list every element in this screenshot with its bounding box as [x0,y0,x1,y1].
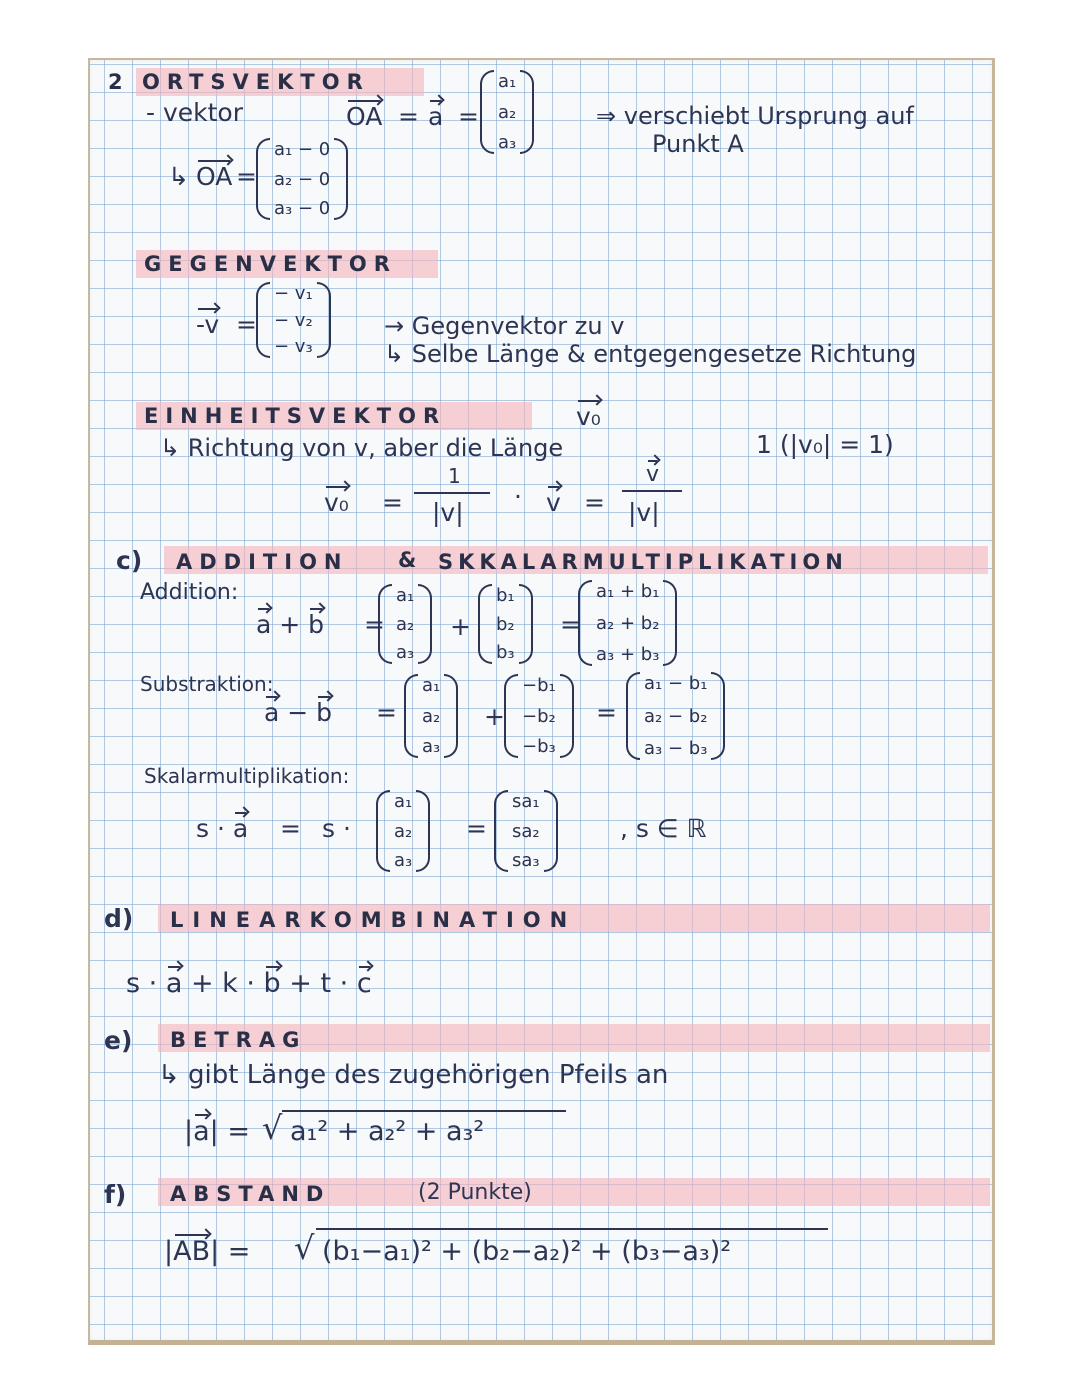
fraction-num-1: 1 [448,464,461,488]
equals-sign: = [466,814,487,843]
betrag-rhs: a₁² + a₂² + a₃² [290,1116,485,1147]
column-vector-sum: a₁ + b₁ a₂ + b₂ a₃ + b₃ [578,580,677,666]
label-skalarmultiplikation: Skalarmultiplikation: [144,764,350,788]
ampersand: & [398,548,417,572]
equals-sign: = [560,610,581,639]
heading-einheitsvektor: EINHEITSVEKTOR [144,404,447,428]
fraction-den-2: |v| [628,498,660,527]
equals-sign: = [596,698,617,727]
heading-betrag: BETRAG [170,1028,307,1052]
column-vector-minus-b: −b₁ −b₂ −b₃ [504,674,574,758]
marker-d: d) [104,904,134,933]
label-addition: Addition: [140,580,239,605]
note-gegenvektor: → Gegenvektor zu v [384,312,625,340]
equals-sign: = [382,488,403,517]
note-punkt-a: Punkt A [652,130,744,158]
column-vector-a: a₁ a₂ a₃ [480,70,534,154]
abstand-lhs: |AB| = [164,1236,251,1267]
equals-sign: = [236,310,257,339]
note-selbe-laenge: ↳ Selbe Länge & entgegengesetze Richtung [384,340,917,368]
heading-ortsvektor: ORTSVEKTOR [142,70,370,94]
label-substraktion: Substraktion: [140,672,274,696]
heading-gegenvektor: GEGENVEKTOR [144,252,397,276]
fraction-bar [622,490,682,492]
label-vektor: - vektor [146,98,243,127]
skalar-lhs: s · a [196,814,249,843]
marker-c: c) [116,546,143,575]
fraction-num-2: v [646,462,660,487]
sqrt-bar [316,1228,828,1230]
note-verschiebt: ⇒ verschiebt Ursprung auf [596,102,914,130]
marker-e: e) [104,1026,133,1055]
abstand-rhs: (b₁−a₁)² + (b₂−a₂)² + (b₃−a₃)² [322,1236,732,1267]
column-vector-a-minus-0: a₁ − 0 a₂ − 0 a₃ − 0 [256,138,348,220]
vector-v: v [546,488,561,517]
symbol-v0: v₀ [576,402,601,431]
column-vector-minus-v: − v₁ − v₂ − v₃ [256,282,331,358]
minus-v: -v [196,310,220,339]
fraction-bar [414,492,490,494]
equals-sign: = [236,162,257,191]
heading-abstand: ABSTAND [170,1182,331,1206]
plus-sign: + [450,612,471,641]
v0-lhs: v₀ [324,488,349,517]
section-number: 2 [108,70,123,94]
sqrt-bar [282,1110,566,1112]
column-vector-difference: a₁ − b₁ a₂ − b₂ a₃ − b₃ [626,672,725,760]
ortsvektor-lhs: OA [346,102,383,131]
betrag-lhs: |a| = [184,1116,250,1147]
column-vector-a: a₁ a₂ a₃ [376,790,430,872]
equals-sign: = [364,610,385,639]
scalar-s: s · [322,814,351,843]
column-vector-b: b₁ b₂ b₃ [478,584,533,664]
length-one: 1 (|v₀| = 1) [756,430,894,459]
column-vector-a: a₁ a₂ a₃ [404,674,458,758]
arrow-icon: ↳ [168,162,189,191]
scalar-domain: , s ∈ ℝ [620,814,707,843]
equals-sign: = [280,814,301,843]
dot-operator: · [514,482,522,511]
addition-lhs: a + b [256,610,325,639]
line-gibt-laenge: ↳ gibt Länge des zugehörigen Pfeils an [158,1060,669,1090]
equals-sign: = [376,698,397,727]
equals-sign: = [584,488,605,517]
heading-skalarmultiplikation: SKKALARMULTIPLIKATION [438,550,848,574]
linear-combination-expr: s · a + k · b + t · c [126,968,372,999]
sqrt-sign: √ [294,1229,315,1267]
note-2-punkte: (2 Punkte) [418,1180,532,1205]
line-richtung: ↳ Richtung von v, aber die Länge [160,434,564,462]
column-vector-a: a₁ a₂ a₃ [378,584,432,664]
equals-sign: = [398,102,419,131]
vector-a: a [428,102,444,131]
heading-linearkombination: LINEARKOMBINATION [170,908,577,932]
substraktion-lhs: a − b [264,698,333,727]
sqrt-sign: √ [262,1109,283,1147]
ortsvektor-lhs-2: OA [196,162,233,191]
marker-f: f) [104,1180,127,1209]
fraction-den-1: |v| [432,498,464,527]
plus-sign: + [484,702,505,731]
column-vector-scaled: sa₁ sa₂ sa₃ [494,790,558,872]
equals-sign: = [458,102,479,131]
heading-addition: ADDITION [176,550,349,574]
